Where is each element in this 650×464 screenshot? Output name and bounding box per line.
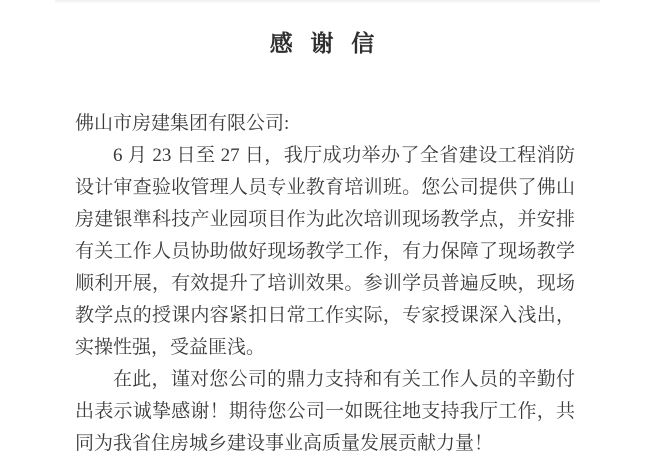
letter-body (0, 108, 650, 460)
body-paragraph-1: 6 月 23 日至 27 日，我厅成功举办了全省建设工程消防设计审查验收管理人员专业教育培训班。您公司提供了佛山房建银準科技产业园项目作为此次培训现场教学点，并安排有关工作人员协助做好现场教学工作，有力保障了现场教学顺利开展，有效提升了培训效果。参训学员普遍反映，现场教学点的授课内容紧扣日常工作实际，专家授课深入浅出，实操性强，受益匪浅。 (75, 145, 575, 358)
photo-edge-artifact (55, 0, 600, 3)
salutation: 佛山市房建集团有限公司: (75, 113, 290, 134)
letter-title: 感 谢 信 (269, 31, 381, 56)
body-paragraph-2: 在此，谨对您公司的鼎力支持和有关工作人员的辛勤付出表示诚挚感谢！期待您公司一如既往地支持我厅工作，共同为我省住房城乡建设事业高质量发展贡献力量！ (75, 369, 575, 454)
